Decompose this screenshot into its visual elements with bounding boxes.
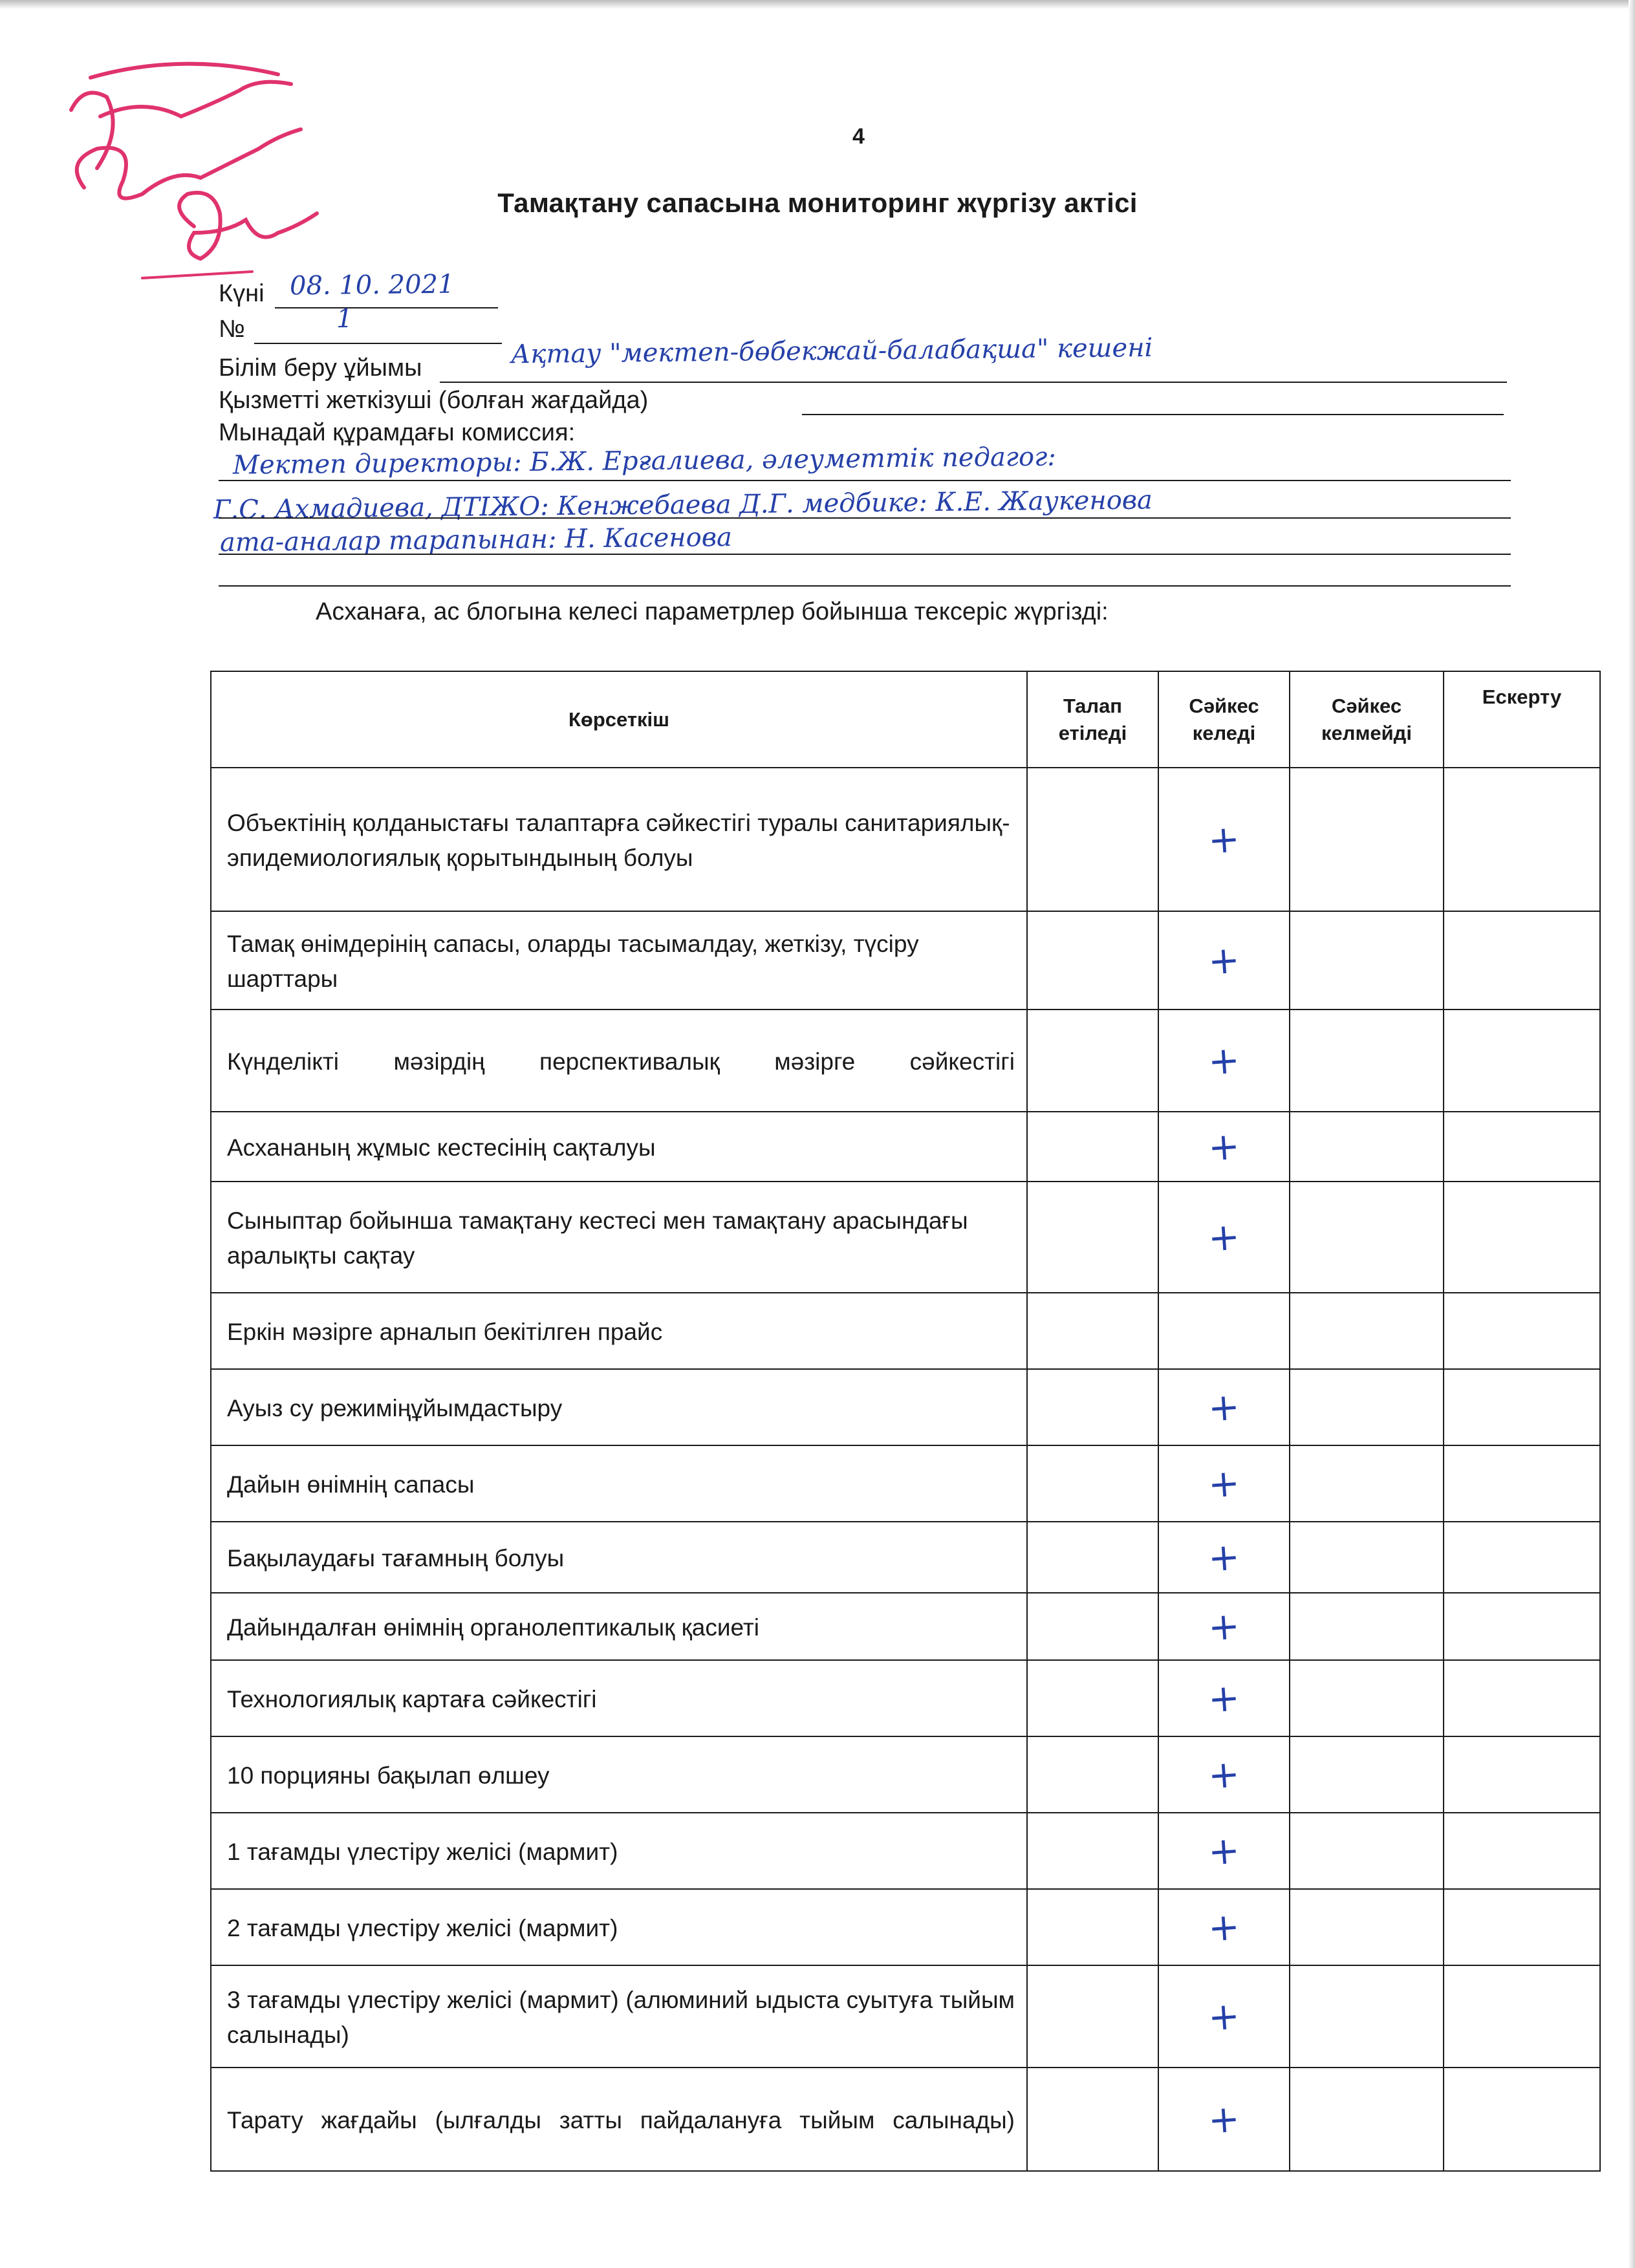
- required-cell[interactable]: [1027, 1112, 1158, 1182]
- date-label: Күні: [219, 280, 265, 307]
- plus-mark: +: [1206, 1384, 1242, 1431]
- compliant-cell[interactable]: [1158, 1522, 1290, 1593]
- commission-line-3[interactable]: ата-аналар тарапынан: Н. Касенова: [219, 522, 733, 558]
- indicator-cell: Объектінің қолданыстағы талаптарға сәйкестігі туралы санитариялық-эпидемиологиялық қорытындының болуы: [211, 768, 1027, 911]
- plus-mark: +: [1206, 1993, 1242, 2040]
- commission-underline-2: [219, 517, 1511, 519]
- compliant-cell[interactable]: [1158, 1112, 1290, 1182]
- provider-underline[interactable]: [802, 414, 1504, 415]
- compliant-cell[interactable]: [1158, 1293, 1290, 1369]
- compliant-cell[interactable]: [1158, 1182, 1290, 1293]
- plus-mark: +: [1206, 1460, 1242, 1507]
- table-row: [211, 1889, 1600, 1965]
- compliant-cell[interactable]: [1158, 1369, 1290, 1445]
- non-compliant-cell[interactable]: [1290, 1445, 1444, 1522]
- date-underline: [275, 307, 498, 308]
- intro-text: Асханаға, ас блогына келесі параметрлер бойынша тексеріс жүргізді:: [316, 598, 1109, 625]
- note-cell[interactable]: [1444, 911, 1600, 1010]
- required-cell[interactable]: [1027, 1593, 1158, 1660]
- plus-mark: +: [1206, 816, 1242, 863]
- non-compliant-cell[interactable]: [1290, 2068, 1444, 2171]
- org-label: Білім беру ұйымы: [219, 354, 422, 382]
- note-cell[interactable]: [1444, 768, 1600, 911]
- compliant-cell[interactable]: [1158, 1593, 1290, 1660]
- non-compliant-cell[interactable]: [1290, 1660, 1444, 1736]
- note-cell[interactable]: [1444, 1660, 1600, 1736]
- table-row: [211, 1293, 1600, 1369]
- number-value[interactable]: 1: [336, 303, 353, 334]
- required-cell[interactable]: [1027, 1813, 1158, 1889]
- indicator-cell: Ауыз су режиміңұйымдастыру: [211, 1369, 1027, 1445]
- non-compliant-cell[interactable]: [1290, 1010, 1444, 1112]
- required-cell[interactable]: [1027, 1736, 1158, 1813]
- table-row: [211, 1182, 1600, 1293]
- non-compliant-cell[interactable]: [1290, 1112, 1444, 1182]
- note-cell[interactable]: [1444, 1293, 1600, 1369]
- non-compliant-cell[interactable]: [1290, 1736, 1444, 1813]
- note-cell[interactable]: [1444, 1445, 1600, 1522]
- compliant-cell[interactable]: [1158, 1813, 1290, 1889]
- header-compliant: Сәйкес келеді: [1158, 671, 1290, 768]
- table-row: [211, 1813, 1600, 1889]
- non-compliant-cell[interactable]: [1290, 1369, 1444, 1445]
- required-cell[interactable]: [1027, 1182, 1158, 1293]
- compliant-cell[interactable]: [1158, 1010, 1290, 1112]
- required-cell[interactable]: [1027, 768, 1158, 911]
- org-underline: [440, 382, 1507, 383]
- compliant-cell[interactable]: [1158, 1889, 1290, 1965]
- table-row: [211, 911, 1600, 1010]
- table-row: [211, 1112, 1600, 1182]
- table-row: [211, 768, 1600, 911]
- indicator-cell: Тамақ өнімдерінің сапасы, оларды тасымалдау, жеткізу, түсіру шарттары: [211, 911, 1027, 1010]
- table-row: [211, 1522, 1600, 1593]
- compliant-cell[interactable]: [1158, 2068, 1290, 2171]
- plus-mark: +: [1206, 1828, 1242, 1874]
- indicator-cell: Еркін мәзірге арналып бекітілген прайс: [211, 1293, 1027, 1369]
- compliant-cell[interactable]: [1158, 1736, 1290, 1813]
- plus-mark: +: [1206, 1904, 1242, 1950]
- table-row: [211, 1445, 1600, 1522]
- compliant-cell[interactable]: [1158, 1660, 1290, 1736]
- required-cell[interactable]: [1027, 1889, 1158, 1965]
- commission-line-1[interactable]: Мектеп директоры: Б.Ж. Ерғалиева, әлеуметтік педагог:: [232, 442, 1057, 481]
- non-compliant-cell[interactable]: [1290, 1522, 1444, 1593]
- note-cell[interactable]: [1444, 1813, 1600, 1889]
- plus-mark: +: [1206, 1037, 1242, 1084]
- commission-underline-4: [219, 585, 1511, 587]
- indicator-cell: 10 порцияны бақылап өлшеу: [211, 1736, 1027, 1813]
- date-value[interactable]: 08. 10. 2021: [289, 269, 455, 301]
- indicator-cell: Сыныптар бойынша тамақтану кестесі мен тамақтану арасындағы аралықты сақтау: [211, 1182, 1027, 1293]
- scan-edge-right: [1629, 0, 1635, 2268]
- note-cell[interactable]: [1444, 1182, 1600, 1293]
- compliant-cell[interactable]: [1158, 1445, 1290, 1522]
- note-cell[interactable]: [1444, 1965, 1600, 2068]
- commission-underline-1: [219, 480, 1511, 481]
- indicator-cell: Күнделікті мәзірдің перспективалық мәзірге сәйкестігі: [211, 1010, 1027, 1112]
- plus-mark: +: [1206, 1214, 1242, 1260]
- required-cell[interactable]: [1027, 1445, 1158, 1522]
- note-cell[interactable]: [1444, 2068, 1600, 2171]
- scan-edge-top: [0, 0, 1635, 9]
- page-number: 4: [852, 124, 865, 149]
- table-row: [211, 2068, 1600, 2171]
- required-cell[interactable]: [1027, 911, 1158, 1010]
- note-cell[interactable]: [1444, 1112, 1600, 1182]
- table-row: [211, 1010, 1600, 1112]
- table-row: [211, 1369, 1600, 1445]
- provider-label: Қызметті жеткізуші (болған жағдайда): [219, 387, 649, 414]
- indicator-cell: Дайындалған өнімнің органолептикалық қасиеті: [211, 1593, 1027, 1660]
- checklist-table: [210, 671, 1601, 2172]
- required-cell[interactable]: [1027, 1660, 1158, 1736]
- table-header-row: [211, 671, 1600, 768]
- document-title: Тамақтану сапасына мониторинг жүргізу актісі: [497, 188, 1138, 218]
- note-cell[interactable]: [1444, 1522, 1600, 1593]
- non-compliant-cell[interactable]: [1290, 1593, 1444, 1660]
- plus-mark: +: [1206, 937, 1242, 984]
- required-cell[interactable]: [1027, 1965, 1158, 2068]
- required-cell[interactable]: [1027, 1369, 1158, 1445]
- plus-mark: +: [1206, 2096, 1242, 2143]
- table-row: [211, 1736, 1600, 1813]
- header-note: Ескерту: [1444, 671, 1600, 768]
- header-required: Талап етіледі: [1027, 671, 1158, 768]
- plus-mark: +: [1206, 1751, 1242, 1798]
- plus-mark: +: [1206, 1675, 1242, 1722]
- compliant-cell[interactable]: [1158, 911, 1290, 1010]
- compliant-cell[interactable]: [1158, 1965, 1290, 2068]
- non-compliant-cell[interactable]: [1290, 911, 1444, 1010]
- indicator-cell: 3 тағамды үлестіру желісі (мармит) (алюминий ыдыста суытуға тыйым салынады): [211, 1965, 1027, 2068]
- indicator-cell: Технологиялық картаға сәйкестігі: [211, 1660, 1027, 1736]
- plus-mark: +: [1206, 1534, 1242, 1581]
- indicator-cell: Дайын өнімнің сапасы: [211, 1445, 1027, 1522]
- indicator-cell: Асхананың жұмыс кестесінің сақталуы: [211, 1112, 1027, 1182]
- commission-underline-3: [219, 554, 1511, 555]
- non-compliant-cell[interactable]: [1290, 768, 1444, 911]
- indicator-cell: Тарату жағдайы (ылғалды затты пайдалануға тыйым салынады): [211, 2068, 1027, 2171]
- org-value[interactable]: Ақтау "мектеп-бөбекжай-балабақша" кешені: [510, 332, 1153, 370]
- non-compliant-cell[interactable]: [1290, 1889, 1444, 1965]
- header-non-compliant: Сәйкес келмейді: [1290, 671, 1444, 768]
- note-cell[interactable]: [1444, 1889, 1600, 1965]
- checklist-body: [211, 768, 1600, 2171]
- non-compliant-cell[interactable]: [1290, 1293, 1444, 1369]
- indicator-cell: Бақылаудағы тағамның болуы: [211, 1522, 1027, 1593]
- plus-mark: +: [1206, 1603, 1242, 1650]
- header-indicator: Көрсеткіш: [211, 671, 1027, 768]
- required-cell[interactable]: [1027, 1010, 1158, 1112]
- indicator-cell: 2 тағамды үлестіру желісі (мармит): [211, 1889, 1027, 1965]
- non-compliant-cell[interactable]: [1290, 1813, 1444, 1889]
- table-row: [211, 1593, 1600, 1660]
- note-cell[interactable]: [1444, 1593, 1600, 1660]
- commission-line-2[interactable]: Г.С. Ахмадиева, ДТІЖО: Кенжебаева Д.Г. медбике: К.Е. Жаукенова: [213, 485, 1153, 525]
- required-cell[interactable]: [1027, 2068, 1158, 2171]
- non-compliant-cell[interactable]: [1290, 1965, 1444, 2068]
- compliant-cell[interactable]: [1158, 768, 1290, 911]
- note-cell[interactable]: [1444, 1736, 1600, 1813]
- number-label: №: [219, 316, 245, 343]
- plus-mark: +: [1206, 1123, 1242, 1170]
- note-cell[interactable]: [1444, 1369, 1600, 1445]
- table-row: [211, 1965, 1600, 2068]
- required-cell[interactable]: [1027, 1522, 1158, 1593]
- note-cell[interactable]: [1444, 1010, 1600, 1112]
- indicator-cell: 1 тағамды үлестіру желісі (мармит): [211, 1813, 1027, 1889]
- commission-label: Мынадай құрамдағы комиссия:: [219, 419, 576, 446]
- number-underline: [254, 343, 502, 344]
- table-row: [211, 1660, 1600, 1736]
- approval-handwriting-mark: [45, 39, 323, 297]
- required-cell[interactable]: [1027, 1293, 1158, 1369]
- non-compliant-cell[interactable]: [1290, 1182, 1444, 1293]
